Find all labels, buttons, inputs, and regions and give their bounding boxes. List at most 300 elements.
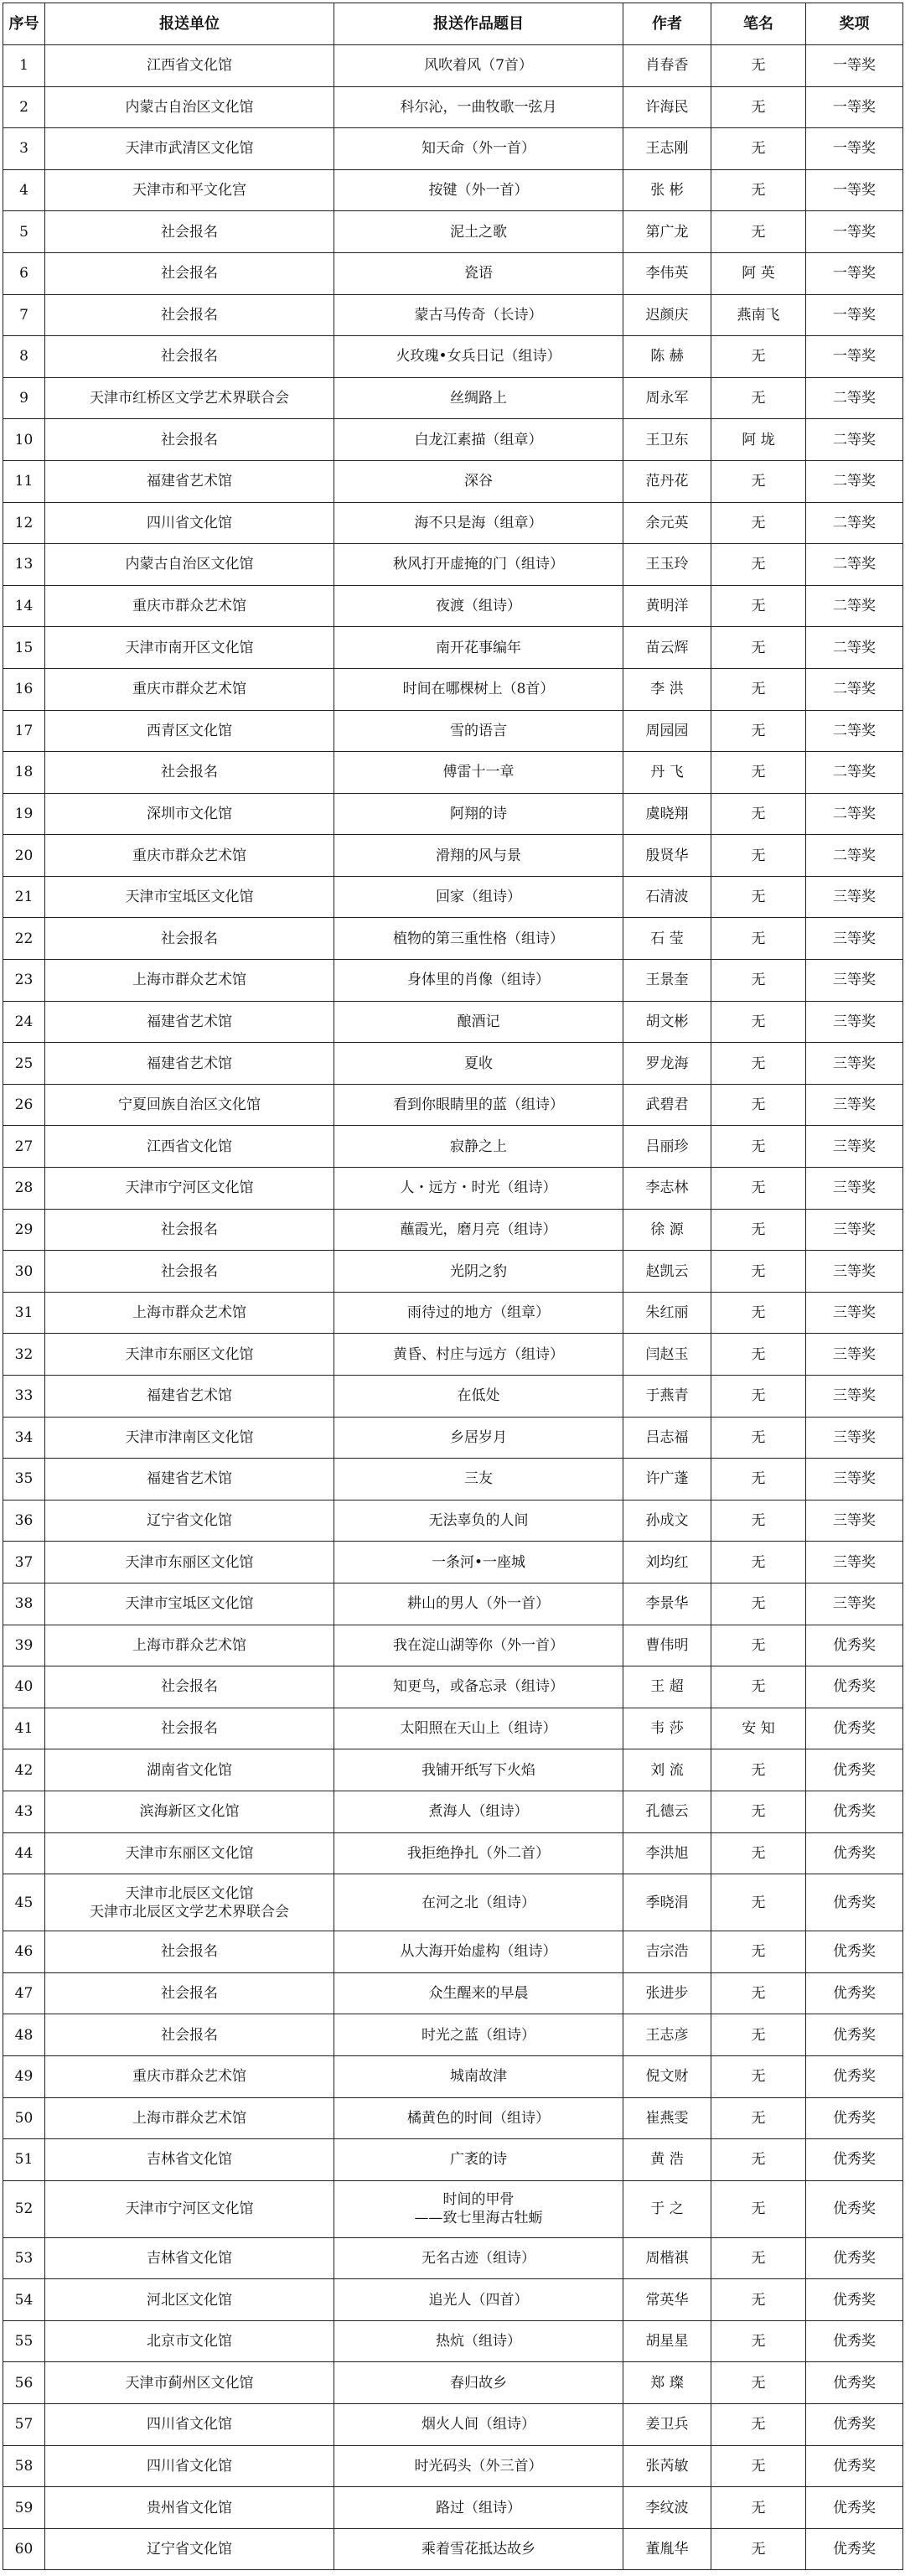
cell-author: 许广蓬 — [623, 1459, 711, 1501]
cell-title: 夏收 — [334, 1043, 623, 1085]
cell-title: 知天命（外一首） — [334, 128, 623, 170]
table-row — [3, 1542, 903, 1583]
cell-unit: 社会报名 — [45, 211, 334, 253]
cell-award: 三等奖 — [806, 1043, 903, 1085]
cell-author: 王景奎 — [623, 960, 711, 1002]
cell-pen-name: 阿 英 — [711, 252, 806, 294]
cell-author: 吕丽珍 — [623, 1126, 711, 1168]
table-row — [3, 252, 903, 294]
cell-award: 二等奖 — [806, 419, 903, 461]
cell-pen-name: 无 — [711, 1334, 806, 1376]
cell-author: 武碧君 — [623, 1084, 711, 1126]
cell-pen-name: 无 — [711, 1625, 806, 1666]
cell-unit: 社会报名 — [45, 1972, 334, 2014]
cell-author: 韦 莎 — [623, 1708, 711, 1749]
cell-unit: 社会报名 — [45, 2014, 334, 2056]
cell-pen-name: 无 — [711, 2445, 806, 2487]
cell-title: 白龙江素描（组章） — [334, 419, 623, 461]
cell-award: 三等奖 — [806, 1459, 903, 1501]
cell-no: 46 — [3, 1931, 45, 1973]
table-row — [3, 1251, 903, 1293]
cell-title: 海不只是海（组章） — [334, 502, 623, 544]
cell-unit: 重庆市群众艺术馆 — [45, 835, 334, 877]
header-title: 报送作品题目 — [334, 3, 623, 45]
cell-title: 人・远方・时光（组诗） — [334, 1168, 623, 1210]
cell-author: 王 超 — [623, 1666, 711, 1708]
cell-no: 17 — [3, 710, 45, 752]
cell-no: 16 — [3, 668, 45, 710]
cell-title: 深谷 — [334, 460, 623, 502]
cell-award: 优秀奖 — [806, 2055, 903, 2097]
cell-title: 夜渡（组诗） — [334, 585, 623, 627]
cell-no: 41 — [3, 1708, 45, 1749]
cell-no: 7 — [3, 294, 45, 336]
cell-pen-name: 无 — [711, 793, 806, 835]
cell-no: 21 — [3, 876, 45, 918]
cell-no: 11 — [3, 460, 45, 502]
cell-pen-name: 无 — [711, 2180, 806, 2237]
table-row — [3, 793, 903, 835]
cell-no: 56 — [3, 2362, 45, 2404]
cell-title: 火玫瑰•女兵日记（组诗） — [334, 336, 623, 378]
cell-award: 优秀奖 — [806, 1791, 903, 1832]
cell-pen-name: 无 — [711, 1583, 806, 1625]
cell-no: 59 — [3, 2487, 45, 2529]
cell-title: 我拒绝挣扎（外二首） — [334, 1832, 623, 1874]
cell-no: 15 — [3, 627, 45, 669]
table-row — [3, 2320, 903, 2362]
cell-title: 寂静之上 — [334, 1126, 623, 1168]
table-row — [3, 211, 903, 253]
cell-award: 二等奖 — [806, 710, 903, 752]
header-row — [3, 3, 903, 45]
cell-title: 植物的第三重性格（组诗） — [334, 918, 623, 960]
cell-award: 一等奖 — [806, 211, 903, 253]
cell-pen-name: 燕南飞 — [711, 294, 806, 336]
cell-unit: 福建省艺术馆 — [45, 460, 334, 502]
cell-no: 30 — [3, 1251, 45, 1293]
cell-award: 三等奖 — [806, 876, 903, 918]
cell-author: 李伟英 — [623, 252, 711, 294]
cell-pen-name: 无 — [711, 1292, 806, 1334]
cell-award: 优秀奖 — [806, 1749, 903, 1791]
cell-author: 胡星星 — [623, 2320, 711, 2362]
cell-author: 倪文财 — [623, 2055, 711, 2097]
cell-no: 40 — [3, 1666, 45, 1708]
cell-unit: 社会报名 — [45, 419, 334, 461]
cell-pen-name: 无 — [711, 752, 806, 794]
cell-award: 优秀奖 — [806, 2404, 903, 2446]
cell-no: 51 — [3, 2139, 45, 2181]
cell-pen-name: 无 — [711, 1500, 806, 1542]
cell-award: 三等奖 — [806, 1001, 903, 1043]
table-row — [3, 1084, 903, 1126]
cell-no: 36 — [3, 1500, 45, 1542]
cell-unit: 西青区文化馆 — [45, 710, 334, 752]
cell-award: 三等奖 — [806, 1417, 903, 1459]
cell-pen-name: 无 — [711, 2404, 806, 2446]
cell-unit: 宁夏回族自治区文化馆 — [45, 1084, 334, 1126]
cell-pen-name: 无 — [711, 1459, 806, 1501]
cell-author: 董胤华 — [623, 2528, 711, 2570]
table-row — [3, 1931, 903, 1973]
cell-author: 刘 流 — [623, 1749, 711, 1791]
cell-no: 44 — [3, 1832, 45, 1874]
cell-pen-name: 无 — [711, 1001, 806, 1043]
cell-pen-name: 无 — [711, 710, 806, 752]
cell-award: 一等奖 — [806, 128, 903, 170]
cell-title: 路过（组诗） — [334, 2487, 623, 2529]
cell-title: 橘黄色的时间（组诗） — [334, 2097, 623, 2139]
cell-title: 秋风打开虚掩的门（组诗） — [334, 544, 623, 586]
cell-no: 50 — [3, 2097, 45, 2139]
cell-unit: 天津市和平文化宫 — [45, 169, 334, 211]
cell-unit: 上海市群众艺术馆 — [45, 960, 334, 1002]
cell-pen-name: 无 — [711, 45, 806, 87]
cell-unit: 天津市宝坻区文化馆 — [45, 876, 334, 918]
cell-author: 常英华 — [623, 2279, 711, 2321]
cell-title: 广袤的诗 — [334, 2139, 623, 2181]
cell-pen-name: 无 — [711, 2528, 806, 2570]
cell-author: 殷贤华 — [623, 835, 711, 877]
cell-award: 优秀奖 — [806, 2237, 903, 2279]
cell-no: 3 — [3, 128, 45, 170]
cell-no: 31 — [3, 1292, 45, 1334]
header-author: 作者 — [623, 3, 711, 45]
cell-title: 从大海开始虚构（组诗） — [334, 1931, 623, 1973]
cell-award: 三等奖 — [806, 1126, 903, 1168]
cell-author: 闫赵玉 — [623, 1334, 711, 1376]
table-row — [3, 918, 903, 960]
table-row — [3, 1334, 903, 1376]
cell-pen-name: 无 — [711, 2237, 806, 2279]
table-row — [3, 1666, 903, 1708]
table-row — [3, 1972, 903, 2014]
cell-author: 周园园 — [623, 710, 711, 752]
cell-title: 身体里的肖像（组诗） — [334, 960, 623, 1002]
cell-award: 优秀奖 — [806, 2362, 903, 2404]
table-row — [3, 1001, 903, 1043]
cell-no: 29 — [3, 1209, 45, 1251]
cell-award: 三等奖 — [806, 1168, 903, 1210]
cell-author: 张 彬 — [623, 169, 711, 211]
table-row — [3, 2279, 903, 2321]
cell-author: 周永军 — [623, 377, 711, 419]
cell-pen-name: 无 — [711, 544, 806, 586]
cell-title: 在河之北（组诗） — [334, 1874, 623, 1931]
table-row — [3, 377, 903, 419]
cell-title: 泥土之歌 — [334, 211, 623, 253]
cell-award: 三等奖 — [806, 1251, 903, 1293]
cell-no: 45 — [3, 1874, 45, 1931]
cell-title: 按键（外一首） — [334, 169, 623, 211]
cell-author: 石清波 — [623, 876, 711, 918]
cell-pen-name: 无 — [711, 1972, 806, 2014]
cell-award: 优秀奖 — [806, 2014, 903, 2056]
cell-pen-name: 无 — [711, 1043, 806, 1085]
cell-award: 三等奖 — [806, 1209, 903, 1251]
table-row — [3, 1583, 903, 1625]
cell-author: 刘均红 — [623, 1542, 711, 1583]
cell-author: 范丹花 — [623, 460, 711, 502]
cell-pen-name: 无 — [711, 2279, 806, 2321]
cell-award: 三等奖 — [806, 960, 903, 1002]
cell-pen-name: 无 — [711, 668, 806, 710]
cell-title: 在低处 — [334, 1376, 623, 1418]
table-row — [3, 752, 903, 794]
cell-no: 53 — [3, 2237, 45, 2279]
cell-unit: 内蒙古自治区文化馆 — [45, 86, 334, 128]
cell-author: 曹伟明 — [623, 1625, 711, 1666]
cell-award: 二等奖 — [806, 752, 903, 794]
cell-unit: 天津市南开区文化馆 — [45, 627, 334, 669]
table-row — [3, 169, 903, 211]
cell-award: 二等奖 — [806, 585, 903, 627]
cell-award: 二等奖 — [806, 835, 903, 877]
cell-unit: 四川省文化馆 — [45, 502, 334, 544]
cell-author: 李 洪 — [623, 668, 711, 710]
cell-title: 光阴之豹 — [334, 1251, 623, 1293]
cell-unit: 湖南省文化馆 — [45, 1749, 334, 1791]
table-row — [3, 2237, 903, 2279]
cell-author: 李志林 — [623, 1168, 711, 1210]
cell-unit: 社会报名 — [45, 918, 334, 960]
cell-author: 虞晓翔 — [623, 793, 711, 835]
cell-pen-name: 无 — [711, 336, 806, 378]
cell-award: 优秀奖 — [806, 2180, 903, 2237]
cell-author: 李纹波 — [623, 2487, 711, 2529]
cell-unit: 四川省文化馆 — [45, 2445, 334, 2487]
cell-unit: 江西省文化馆 — [45, 45, 334, 87]
cell-author: 黄 浩 — [623, 2139, 711, 2181]
cell-pen-name: 无 — [711, 2097, 806, 2139]
cell-title: 城南故津 — [334, 2055, 623, 2097]
table-row — [3, 1749, 903, 1791]
cell-no: 43 — [3, 1791, 45, 1832]
cell-award: 优秀奖 — [806, 1931, 903, 1973]
cell-award: 二等奖 — [806, 544, 903, 586]
cell-pen-name: 无 — [711, 377, 806, 419]
cell-title: 追光人（四首） — [334, 2279, 623, 2321]
cell-award: 优秀奖 — [806, 1625, 903, 1666]
cell-unit: 贵州省文化馆 — [45, 2487, 334, 2529]
cell-no: 1 — [3, 45, 45, 87]
cell-unit: 四川省文化馆 — [45, 2404, 334, 2446]
cell-author: 肖春香 — [623, 45, 711, 87]
cell-unit: 辽宁省文化馆 — [45, 1500, 334, 1542]
cell-pen-name: 无 — [711, 502, 806, 544]
cell-no: 35 — [3, 1459, 45, 1501]
cell-award: 三等奖 — [806, 1500, 903, 1542]
cell-title: 雪的语言 — [334, 710, 623, 752]
table-row — [3, 876, 903, 918]
cell-unit: 天津市北辰区文化馆 天津市北辰区文学艺术界联合会 — [45, 1874, 334, 1931]
cell-no: 60 — [3, 2528, 45, 2570]
cell-title: 看到你眼睛里的蓝（组诗） — [334, 1084, 623, 1126]
cell-title: 阿翔的诗 — [334, 793, 623, 835]
cell-title: 热炕（组诗） — [334, 2320, 623, 2362]
cell-unit: 社会报名 — [45, 1708, 334, 1749]
cell-award: 优秀奖 — [806, 2279, 903, 2321]
table-row — [3, 668, 903, 710]
cell-author: 徐 源 — [623, 1209, 711, 1251]
cell-unit: 天津市红桥区文学艺术界联合会 — [45, 377, 334, 419]
cell-unit: 社会报名 — [45, 336, 334, 378]
cell-author: 罗龙海 — [623, 1043, 711, 1085]
header-pen-name: 笔名 — [711, 3, 806, 45]
cell-award: 三等奖 — [806, 1084, 903, 1126]
cell-no: 32 — [3, 1334, 45, 1376]
cell-unit: 内蒙古自治区文化馆 — [45, 544, 334, 586]
cell-author: 孙成文 — [623, 1500, 711, 1542]
table-row — [3, 460, 903, 502]
cell-title: 黄昏、村庄与远方（组诗） — [334, 1334, 623, 1376]
cell-award: 优秀奖 — [806, 1832, 903, 1874]
table-row — [3, 1209, 903, 1251]
cell-title: 知更鸟，或备忘录（组诗） — [334, 1666, 623, 1708]
cell-title: 无法辜负的人间 — [334, 1500, 623, 1542]
cell-award: 一等奖 — [806, 252, 903, 294]
table-header — [3, 3, 903, 45]
cell-award: 二等奖 — [806, 668, 903, 710]
cell-pen-name: 无 — [711, 585, 806, 627]
cell-title: 时光码头（外三首） — [334, 2445, 623, 2487]
cell-title: 雨待过的地方（组章） — [334, 1292, 623, 1334]
cell-unit: 天津市武清区文化馆 — [45, 128, 334, 170]
cell-unit: 重庆市群众艺术馆 — [45, 585, 334, 627]
cell-title: 我铺开纸写下火焰 — [334, 1749, 623, 1791]
cell-no: 22 — [3, 918, 45, 960]
cell-pen-name: 无 — [711, 876, 806, 918]
cell-title: 时间的甲骨 ——致七里海古牡蛎 — [334, 2180, 623, 2237]
cell-unit: 吉林省文化馆 — [45, 2237, 334, 2279]
cell-no: 18 — [3, 752, 45, 794]
table-row — [3, 2014, 903, 2056]
cell-no: 6 — [3, 252, 45, 294]
cell-no: 20 — [3, 835, 45, 877]
cell-unit: 社会报名 — [45, 1931, 334, 1973]
cell-author: 于燕青 — [623, 1376, 711, 1418]
cell-award: 优秀奖 — [806, 1972, 903, 2014]
cell-unit: 天津市东丽区文化馆 — [45, 1334, 334, 1376]
table-row — [3, 1417, 903, 1459]
cell-no: 13 — [3, 544, 45, 586]
cell-pen-name: 无 — [711, 2320, 806, 2362]
cell-unit: 重庆市群众艺术馆 — [45, 668, 334, 710]
cell-author: 王志彦 — [623, 2014, 711, 2056]
cell-title: 一条河•一座城 — [334, 1542, 623, 1583]
cell-author: 吕志福 — [623, 1417, 711, 1459]
cell-award: 优秀奖 — [806, 1874, 903, 1931]
cell-no: 4 — [3, 169, 45, 211]
cell-title: 时间在哪棵树上（8首） — [334, 668, 623, 710]
cell-no: 49 — [3, 2055, 45, 2097]
cell-author: 张芮敏 — [623, 2445, 711, 2487]
cell-no: 19 — [3, 793, 45, 835]
cell-pen-name: 无 — [711, 1376, 806, 1418]
table-row — [3, 2445, 903, 2487]
cell-pen-name: 无 — [711, 2014, 806, 2056]
table-row — [3, 710, 903, 752]
cell-award: 二等奖 — [806, 377, 903, 419]
cell-award: 一等奖 — [806, 169, 903, 211]
cell-no: 8 — [3, 336, 45, 378]
table-row — [3, 585, 903, 627]
cell-no: 26 — [3, 1084, 45, 1126]
cell-author: 陈 赫 — [623, 336, 711, 378]
cell-pen-name: 无 — [711, 1251, 806, 1293]
cell-unit: 辽宁省文化馆 — [45, 2528, 334, 2570]
cell-pen-name: 阿 垅 — [711, 419, 806, 461]
cell-author: 孔德云 — [623, 1791, 711, 1832]
cell-award: 优秀奖 — [806, 2320, 903, 2362]
cell-pen-name: 无 — [711, 1931, 806, 1973]
cell-author: 胡文彬 — [623, 1001, 711, 1043]
cell-no: 23 — [3, 960, 45, 1002]
cell-pen-name: 无 — [711, 211, 806, 253]
cell-no: 25 — [3, 1043, 45, 1085]
cell-pen-name: 无 — [711, 1791, 806, 1832]
cell-title: 回家（组诗） — [334, 876, 623, 918]
cell-pen-name: 无 — [711, 1666, 806, 1708]
cell-no: 37 — [3, 1542, 45, 1583]
cell-author: 季晓涓 — [623, 1874, 711, 1931]
cell-award: 优秀奖 — [806, 2487, 903, 2529]
cell-award: 三等奖 — [806, 1292, 903, 1334]
cell-unit: 社会报名 — [45, 752, 334, 794]
cell-pen-name: 无 — [711, 2362, 806, 2404]
cell-no: 12 — [3, 502, 45, 544]
table-row — [3, 86, 903, 128]
cell-no: 52 — [3, 2180, 45, 2237]
table-row — [3, 128, 903, 170]
table-row — [3, 1791, 903, 1832]
cell-pen-name: 无 — [711, 1126, 806, 1168]
cell-author: 崔燕雯 — [623, 2097, 711, 2139]
table-row — [3, 45, 903, 87]
cell-award: 三等奖 — [806, 1334, 903, 1376]
table-row — [3, 1459, 903, 1501]
cell-author: 王玉玲 — [623, 544, 711, 586]
cell-award: 三等奖 — [806, 1583, 903, 1625]
cell-pen-name: 无 — [711, 1084, 806, 1126]
cell-title: 三友 — [334, 1459, 623, 1501]
cell-title: 科尔沁，一曲牧歌一弦月 — [334, 86, 623, 128]
cell-no: 47 — [3, 1972, 45, 2014]
table-row — [3, 1168, 903, 1210]
cell-unit: 天津市宁河区文化馆 — [45, 1168, 334, 1210]
cell-no: 5 — [3, 211, 45, 253]
cell-pen-name: 无 — [711, 2055, 806, 2097]
cell-author: 吉宗浩 — [623, 1931, 711, 1973]
cell-title: 蒙古马传奇（长诗） — [334, 294, 623, 336]
cell-unit: 上海市群众艺术馆 — [45, 1625, 334, 1666]
cell-author: 苗云辉 — [623, 627, 711, 669]
table-row — [3, 1500, 903, 1542]
cell-title: 酿酒记 — [334, 1001, 623, 1043]
cell-author: 于 之 — [623, 2180, 711, 2237]
cell-title: 瓷语 — [334, 252, 623, 294]
cell-author: 朱红丽 — [623, 1292, 711, 1334]
cell-title: 南开花事编年 — [334, 627, 623, 669]
cell-unit: 社会报名 — [45, 294, 334, 336]
cell-unit: 福建省艺术馆 — [45, 1459, 334, 1501]
cell-unit: 社会报名 — [45, 1209, 334, 1251]
cell-award: 一等奖 — [806, 336, 903, 378]
cell-pen-name: 无 — [711, 169, 806, 211]
cell-title: 烟火人间（组诗） — [334, 2404, 623, 2446]
table-row — [3, 2362, 903, 2404]
